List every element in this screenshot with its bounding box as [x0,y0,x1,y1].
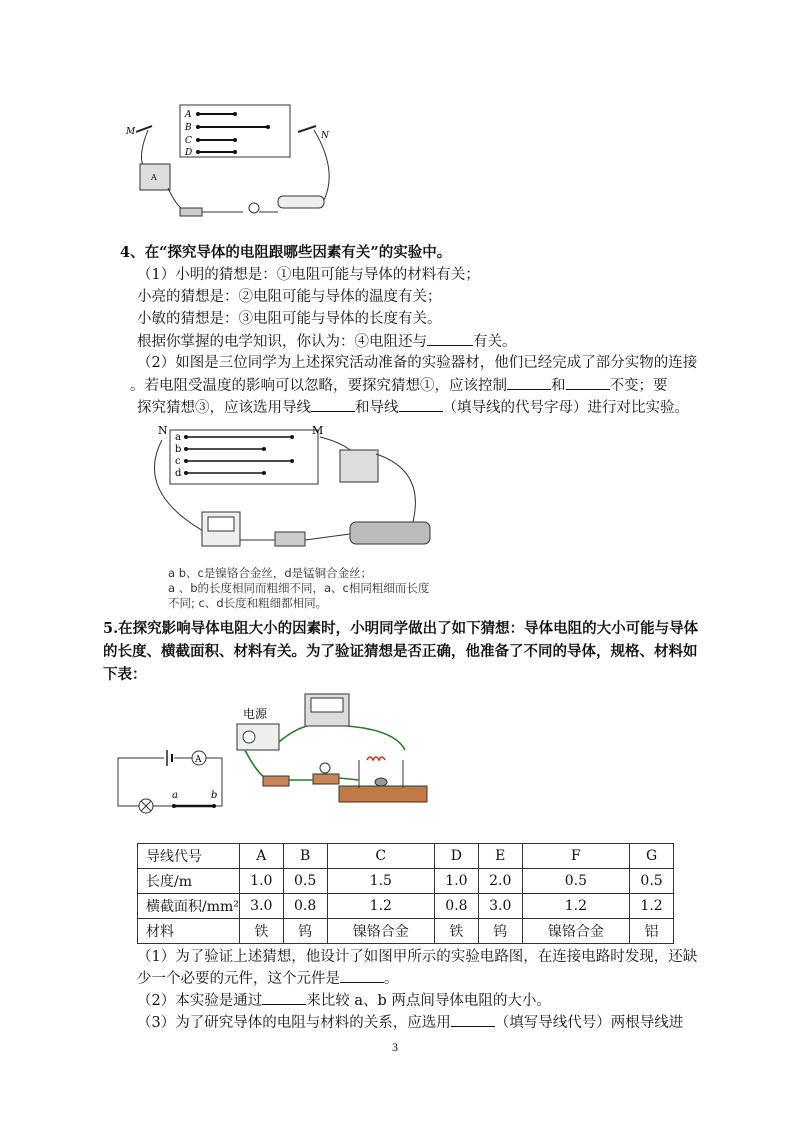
figure-2-apparatus [140,422,450,572]
table-cell: 导线代号 [138,844,240,869]
wire-label-b: B [185,123,192,133]
answer-blank-3[interactable] [566,375,610,390]
q4-text: 和导线 [355,400,399,416]
q4-text: 探究猜想③，应该选用导线 [137,400,311,416]
answer-blank-8[interactable] [451,1012,495,1027]
table-row [138,919,674,944]
table-cell: 1.0 [435,869,479,894]
terminal-m: M [312,424,324,437]
q4-text: （填导线的代号字母）进行对比实验。 [442,400,689,416]
table-cell: F [522,844,629,869]
q5-text: （2）本实验是通过 [137,993,263,1009]
q4-guess-3: 小敏的猜想是：③电阻可能与导体的长度有关。 [137,311,442,327]
table-cell: 钨 [283,919,327,944]
terminal-m: M [126,127,136,137]
table-row [138,869,674,894]
table-cell: D [435,844,479,869]
table-cell: 横截面积/mm² [138,894,240,919]
table-cell: 1.2 [522,894,629,919]
q4-title: 4、在“探究导体的电阻跟哪些因素有关”的实验中。 [120,244,452,261]
table-cell: 铁 [239,919,283,944]
wire-label-a: a [175,432,181,443]
table-cell: 0.5 [630,869,674,894]
q4-part-2-line2 [130,375,668,396]
terminal-n: N [158,424,168,437]
q4-guess-4 [137,331,517,352]
q4-text: 。若电阻受温度的影响可以忽略，要探究猜想①，应该控制 [130,378,507,394]
figure-2-caption-2: a 、b的长度相同而粗细不同，a、c相同粗细而长度 [168,581,430,595]
switch-icon [275,532,305,546]
table-cell: 镍铬合金 [327,919,434,944]
rheostat-icon [350,522,430,544]
table-cell: E [478,844,522,869]
answer-blank-6[interactable] [340,968,384,983]
wire-board [339,786,427,802]
wire-label-b: b [175,444,182,455]
switch-icon [180,208,202,216]
answer-blank-4[interactable] [311,397,355,412]
table-cell: 3.0 [478,894,522,919]
table-cell: 0.8 [283,894,327,919]
q5-line-1: 5.在探究影响导体电阻大小的因素时，小明同学做出了如下猜想：导体电阻的大小可能与导体 [103,620,699,637]
q4-guess-2: 小亮的猜想是：②电阻可能与导体的温度有关； [137,289,442,305]
q5-sub-1-line2 [137,968,399,989]
table-cell: 1.0 [239,869,283,894]
wire-label-c: C [185,136,192,146]
q4-text: 不变；要 [609,378,668,394]
terminal-n: N [321,131,329,141]
figure-3-circuit-diagram [112,742,232,814]
page-number: 3 [392,1040,398,1054]
q4-guess-1: （1）小明的猜想是：①电阻可能与导体的材料有关； [137,267,480,283]
table-cell: 铁 [435,919,479,944]
q5-text: （填写导线代号）两根导线进 [494,1015,684,1031]
q5-line-2: 的长度、横截面积、材料有关。为了验证猜想是否正确，他准备了不同的导体，规格、材料如 [103,643,698,660]
node-b-label: b [211,790,218,801]
table-cell: 0.5 [522,869,629,894]
figure-1-circuit [118,100,348,230]
q5-text: 少一个必要的元件，这个元件是 [137,971,340,987]
table-cell: 1.5 [327,869,434,894]
table-cell: 铝 [630,919,674,944]
table-cell: 0.8 [435,894,479,919]
table-cell: 1.2 [327,894,434,919]
node-a-label: a [172,790,178,801]
table-cell: B [283,844,327,869]
svg-text:A: A [151,173,157,182]
table-cell: 材料 [138,919,240,944]
q4-part-2: （2）如图是三位同学为上述探究活动准备的实验器材，他们已经完成了部分实物的连接 [137,355,698,371]
q5-text: 来比较 a、b 两点间导体电阻的大小。 [306,993,551,1009]
figure-2-caption-1: a b、c是镍铬合金丝，d是锰铜合金丝； [168,566,373,580]
answer-blank-2[interactable] [507,375,551,390]
bulb-icon [320,763,330,773]
q4-guess-4-pre: 根据你掌握的电学知识，你认为：④电阻还与 [137,334,427,350]
figure-2-caption-3: 不同; c、d长度和粗细都相同。 [168,596,328,610]
table-cell: 0.5 [283,869,327,894]
table-cell: 长度/m [138,869,240,894]
table-cell: 1.2 [630,894,674,919]
q5-sub-2 [137,990,551,1011]
table-cell: C [327,844,434,869]
table-cell: A [239,844,283,869]
wire-board [170,430,318,484]
answer-blank-1[interactable] [427,331,473,346]
table-cell: 钨 [478,919,522,944]
q5-sub-3 [137,1012,683,1033]
q5-text: 。 [384,971,399,987]
wire-label-a: A [185,110,192,120]
wire-spec-table [137,843,674,944]
alcohol-lamp-icon [375,778,387,786]
wire-label-d: d [175,468,182,479]
q5-sub-1: （1）为了验证上述猜想，他设计了如图甲所示的实验电路图，在连接电路时发现，还缺 [137,949,698,965]
table-cell: 镍铬合金 [522,919,629,944]
q5-line-3: 下表： [103,666,147,683]
wire-label-c: c [175,456,181,467]
table-header-row [138,844,674,869]
table-cell: 2.0 [478,869,522,894]
q4-text: 和 [551,378,566,394]
battery-icon [278,196,324,208]
bulb-icon [249,203,259,213]
table-row [138,894,674,919]
figure-3-apparatus [235,690,435,810]
answer-blank-5[interactable] [399,397,443,412]
q4-part-2-line3 [137,397,689,418]
battery-icon [340,450,378,482]
table-cell: G [630,844,674,869]
ammeter-label: A [195,755,202,765]
table-cell: 3.0 [239,894,283,919]
power-supply-label: 电源 [243,707,268,721]
wire-label-d: D [185,148,193,158]
switch-icon [263,776,289,786]
q4-guess-4-post: 有关。 [473,334,517,350]
q5-text: （3）为了研究导体的电阻与材料的关系，应选用 [137,1015,451,1031]
answer-blank-7[interactable] [262,990,306,1005]
